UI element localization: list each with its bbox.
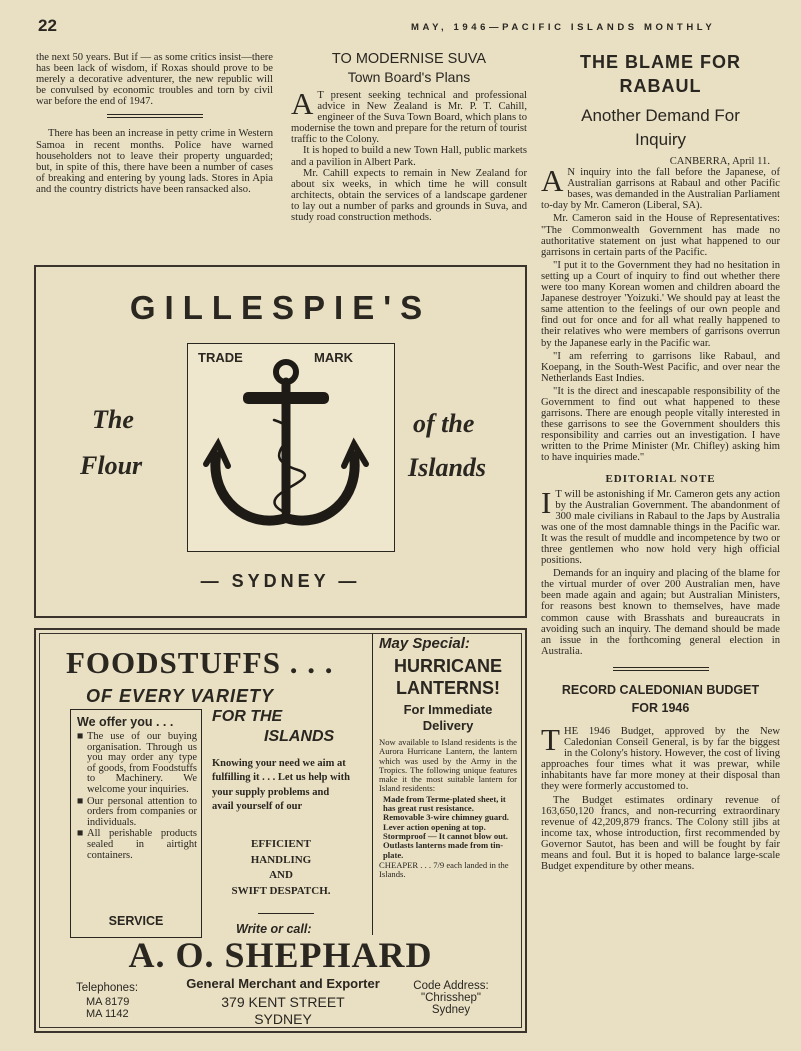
- rabaul-dropcap: A: [541, 163, 564, 199]
- budget-paragraph-1: HE 1946 Budget, approved by the New Caledonian Conseil General, is by far the biggest in the Colony's history. However, the cost of living approaches four times what it was prewar, while inhabitants have far more money at their disposal than they were formerly accustomed to.: [541, 725, 780, 793]
- hurricane-line-2: LANTERNS!: [396, 678, 500, 698]
- page-number: 22: [38, 16, 57, 35]
- special-description: Now available to Island residents is the Aurora Hurricane Lantern, the lantern which was used by the Army in the Tropics. The following unique features make it the most suitable lantern for Island residents:: [379, 737, 517, 794]
- rabaul-paragraph-4: "I am referring to garrisons like Rabaul, and Koepang, in the South-West Pacific, and over near the Netherlands East Indies.: [541, 350, 780, 384]
- efficient-line-3: AND: [269, 869, 293, 881]
- section-divider: [107, 114, 203, 118]
- rabaul-subtitle-2: Inquiry: [634, 130, 687, 149]
- telephone-2: MA 1142: [86, 1008, 129, 1020]
- lantern-features: [383, 795, 517, 860]
- rabaul-paragraph-5: "It is the direct and inescapable responsibility of the Government to find out what happened to these garrisons. There are enough people vitally interested in these garrisons to see the Government shoulders this responsibility and carries out an investigation. I have written to the Prime Minister (Mr. Chifley) asking him to have inquiries made.": [541, 385, 780, 464]
- street-address: [188, 994, 378, 1028]
- efficient-line-2: HANDLING: [250, 853, 312, 866]
- rabaul-paragraph-1: N inquiry into the fall before the Japanese, of Australian garrisons at Rabaul and other Pacific bases, was demanded in the Australian Parliament to-day by Mr. Cameron (Liberal, SA).: [541, 167, 780, 212]
- hurricane-line-1: HURRICANE: [394, 656, 502, 676]
- feature-1: Made from Terme-plated sheet, it has great rust resistance.: [383, 793, 506, 814]
- gillespies-brand: GILLESPIE'S: [129, 289, 432, 326]
- code-address-line-1: "Chrisshep": [421, 992, 481, 1004]
- code-address-line-2: Sydney: [431, 1004, 471, 1016]
- ad-text-islands: Islands: [408, 453, 487, 482]
- mark-label: MARK: [314, 350, 353, 365]
- budget-dropcap: T: [541, 721, 560, 757]
- offer-item-3: ■ All perishable products sealed in airtight containers.: [77, 828, 197, 861]
- telephones-label: Telephones:: [76, 982, 139, 994]
- editorial-dropcap: I: [541, 484, 552, 520]
- rabaul-title-2: RABAUL: [619, 76, 702, 96]
- service-label: SERVICE: [108, 914, 164, 928]
- efficient-line-4: SWIFT DESPATCH.: [231, 884, 331, 897]
- efficient-handling-block: [206, 837, 356, 899]
- trade-label: TRADE: [198, 350, 243, 365]
- column-left-top: [36, 52, 273, 195]
- foodstuffs-headline: FOODSTUFFS . . .: [66, 645, 334, 680]
- ad-text-of-the: of the: [413, 409, 475, 438]
- code-address: [396, 980, 506, 1016]
- editorial-divider: [613, 667, 709, 671]
- budget-title-2: FOR 1946: [631, 700, 690, 715]
- rabaul-dateline: CANBERRA, April 11.: [669, 156, 770, 167]
- write-or-call: Write or call:: [236, 922, 312, 936]
- budget-paragraph-2: The Budget estimates ordinary revenue of 163,650,120 francs, and non-recurring extraordinary revenue of 42,209,879 francs. The Colony still jibs at income tax, whose introduction, first recommended by Governor Sautot, has been and will be fought by fair means and foul. But it is hoped to balance large-scale Budget expenditure by other means.: [541, 794, 780, 873]
- telephone-numbers: [86, 996, 129, 1020]
- rabaul-paragraph-3: "I put it to the Government they had no hesitation in setting up a Court of inquiry to find out whether there were too many Korean women and children aboard the Japanese destroyer 'Yoizuki.' We should pay at least the same attention to the feelings of our own people and find out for once and for all what really happened to their relatives who were members of garrisons overrun by the Japanese early in the Pacific war.: [541, 259, 780, 349]
- efficient-line-1: EFFICIENT: [251, 838, 311, 850]
- paragraph-philippines: the next 50 years. But if — as some critics insist—there has been lack of wisdom, if Roxas should prove to be merely a decorative adventurer, the new republic will be convulsed by economic troubles and torn by civil war before the end of 1947.: [36, 52, 273, 108]
- rabaul-paragraph-2: Mr. Cameron said in the House of Representatives: "The Commonwealth Government has made no authoritative statement on just what happened to our garrisons in certain parts of the Pacific.: [541, 213, 780, 258]
- address-line-2: SYDNEY: [254, 1011, 312, 1027]
- editorial-paragraph-2: Demands for an inquiry and placing of the blame for the virtual murder of over 200 Australian men, have been made again and again; but Australian Ministers, for reasons best known to themselves, have made common cause with Brasshats and bureaucrats in avoiding such an inquiry. The demand should be made an issue in the forthcoming general election in Australia.: [541, 568, 780, 657]
- article-suva: [291, 50, 527, 223]
- offer-item-2: ■ Our personal attention to orders from companies or individuals.: [77, 795, 197, 828]
- editorial-note-title: EDITORIAL NOTE: [605, 472, 716, 485]
- rabaul-subtitle-1: Another Demand For: [581, 106, 740, 125]
- code-address-label: Code Address:: [413, 980, 489, 992]
- suva-title: TO MODERNISE SUVA: [331, 51, 487, 67]
- rabaul-title-1: THE BLAME FOR: [580, 52, 741, 72]
- article-rabaul: [541, 50, 780, 872]
- suva-subtitle: Town Board's Plans: [347, 69, 471, 85]
- paragraph-samoa-crime: There has been an increase in petty crime in Western Samoa in recent months. Police have warned householders not to leave their property unguarded; but, in spite of this, there have been a number of cases of breaking and entering by young lads. Stores in Apia and the country districts have been ransacked also.: [36, 128, 273, 195]
- ad-text-flour: Flour: [80, 451, 143, 480]
- shephard-advertisement: [34, 628, 527, 1033]
- cheaper-line: CHEAPER . . . 7/9 each landed in the Islands.: [379, 859, 509, 880]
- gillespies-advertisement: [34, 265, 527, 618]
- suva-paragraph-1: T present seeking technical and professional advice in New Zealand is Mr. P. T. Cahill, engineer of the Suva Town Board, which plans to modernise the town and prepare for the return of tourist traffic to the Colony.: [291, 90, 527, 146]
- budget-title-1: RECORD CALEDONIAN BUDGET: [561, 682, 760, 697]
- foodstuffs-subhead: OF EVERY VARIETY: [86, 686, 275, 706]
- offer-box: [70, 709, 202, 938]
- for-the-label: FOR THE: [212, 708, 283, 725]
- offer-title: We offer you . . .: [77, 715, 174, 729]
- immediate-line-2: Delivery: [422, 718, 474, 733]
- telephone-1: MA 8179: [86, 996, 130, 1008]
- may-special-panel: [373, 635, 523, 879]
- small-rule: [258, 913, 314, 914]
- general-merchant: General Merchant and Exporter: [186, 976, 380, 991]
- may-special-title: May Special:: [379, 635, 470, 652]
- running-title: MAY, 1946—PACIFIC ISLANDS MONTHLY: [411, 22, 716, 33]
- ad-text-the: The: [92, 405, 134, 434]
- immediate-line-1: For Immediate: [403, 702, 493, 717]
- trade-mark-box: [187, 343, 395, 552]
- islands-label: ISLANDS: [264, 728, 335, 745]
- anchor-icon: [188, 344, 394, 551]
- suva-paragraph-3: Mr. Cahill expects to remain in New Zealand for about six weeks, in which time he will consult architects, obtain the services of a landscape gardener to lay out a number of parks and grounds in Suva, and study road construction methods.: [291, 167, 527, 224]
- address-line-1: 379 KENT STREET: [221, 994, 345, 1010]
- suva-paragraph-2: It is hoped to build a new Town Hall, public markets and a pavilion in Albert Park.: [291, 145, 527, 168]
- suva-dropcap: A: [291, 86, 314, 121]
- feature-3: Lever action opening at top.: [383, 821, 486, 832]
- feature-2: Removable 3-wire chimney guard.: [383, 812, 509, 823]
- knowing-text: Knowing your need we aim at fulfilling it . . . Let us help with your supply problems and avail yourself of our: [212, 758, 350, 813]
- company-name: A. O. SHEPHARD: [128, 935, 433, 975]
- feature-4: Stormproof — It cannot blow out.: [383, 830, 508, 841]
- feature-5: Outlasts lanterns made from tin-plate.: [383, 840, 504, 860]
- ad-city-sydney: — SYDNEY —: [200, 571, 361, 591]
- offer-item-1: ■ The use of our buying organisation. Through us you may order any type of goods, from Foodstuffs to Machinery. We welcome your inquiries.: [77, 731, 197, 795]
- editorial-paragraph-1: T will be astonishing if Mr. Cameron gets any action by the Australian Government. The abandonment of 300 male civilians in Rabaul to the Japs by Australia was one of the most damnable things in the Pacific war. It was the result of muddle and incompetence by two or three gentlemen who now hold very high official positions.: [541, 488, 780, 567]
